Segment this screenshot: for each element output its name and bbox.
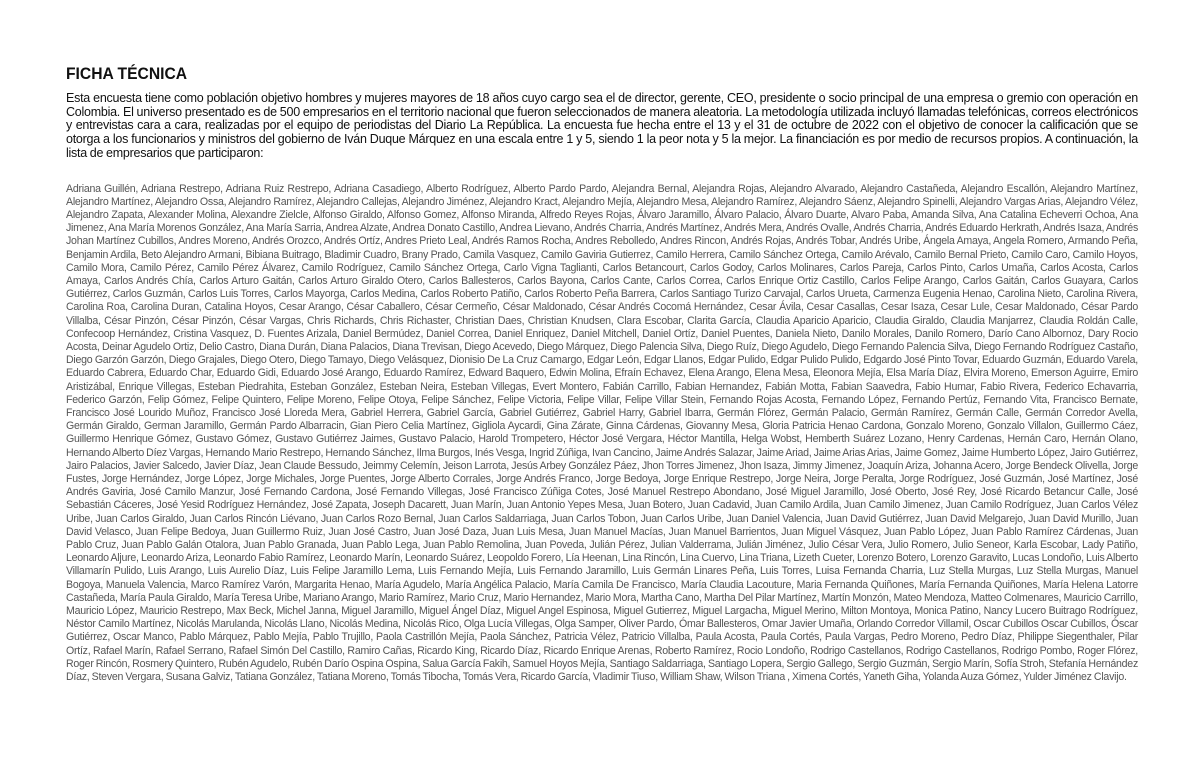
ficha-tecnica: [66, 64, 1138, 684]
methodology-paragraph: Esta encuesta tiene como población objetivo hombres y mujeres mayores de 18 años cuyo cargo sea el de director, gerente, CEO, presidente o socio principal de una empresa o gremio con operación en Colombia. El universo presentado es de 500 empresarios en el territorio nacional que fueron seleccionados de manera aleatoria. La metodología utilizada incluyó llamadas telefónicas, correos electrónicos y entrevistas cara a cara, realizadas por el equipo de periodistas del Diario La República. La encuesta fue hecha entre el 13 y el 31 de octubre de 2022 con el objetivo de conocer la calificación que se otorga a los funcionarios y ministros del gobierno de Iván Duque Márquez en una escala entre 1 y 5, siendo 1 la peor nota y 5 la mejor. La financiación es por medio de recursos propios. A continuación, la lista de empresarios que participaron:: [66, 91, 1138, 160]
participants-list: Adriana Guillén, Adriana Restrepo, Adriana Ruiz Restrepo, Adriana Casadiego, Alberto Rodríguez, Alberto Pardo Pardo, Alejandra Bernal, Alejandra Rojas, Alejandro Alvarado, Alejandro Castañeda, Alejandro Escallón, Alejandro Martínez, Alejandro Martínez, Alejandro Ossa, Alejandro Ramírez, Alejandro Callejas, Alejandro Jiménez, Alejandro Kract, Alejandro Mejía, Alejandro Mesa, Alejandro Ramírez, Alejandro Sáenz, Alejandro Spinelli, Alejandro Vargas Arias, Alejandro Vélez, Alejandro Zapata, Alexander Molina, Alexandre Zielcle, Alfonso Giraldo, Alfonso Gomez, Alfonso Miranda, Alfredo Reyes Rojas, Álvaro Jaramillo, Álvaro Palacio, Álvaro Duarte, Alvaro Paba, Amanda Silva, Ana Catalina Echeverri Ochoa, Ana Jimenez, Ana María Morenos González, Ana María Sarria, Andrea Alzate, Andrea Donato Castillo, Andrea Lievano, Andrés Charria, Andrés Martínez, Andrés Mera, Andrés Ovalle, Andrés Charria, Andrés Eduardo Herkrath, Andrés Isaza, Andrés Johan Martínez Cubillos, Andres Moreno, Andrés Orozco, Andrés Ortíz, Andres Prieto Leal, Andrés Ramos Rocha, Andres Rebolledo, Andres Rincon, Andrés Rojas, Andrés Tobar, Andrés Uribe, Ángela Amaya, Angela Romero, Armando Peña, Benjamin Ardila, Beto Alejandro Armani, Bibiana Buitrago, Bladimir Cuadro, Brany Prado, Camila Vasquez, Camilo Gaviria Gutierrez, Camilo Herrera, Camilo Sánchez Ortega, Camilo Arévalo, Camilo Bernal Prieto, Camilo Caro, Camilo Hoyos, Camilo Mora, Camilo Pérez, Camilo Pérez Álvarez, Camilo Rodríguez, Camilo Sánchez Ortega, Carlo Vigna Taglianti, Carlos Betancourt, Carlos Godoy, Carlos Molinares, Carlos Pareja, Carlos Pinto, Carlos Umaña, Carlos Acosta, Carlos Amaya, Carlos Andrés Chía, Carlos Arturo Gaitán, Carlos Arturo Giraldo Otero, Carlos Ballesteros, Carlos Bayona, Carlos Cante, Carlos Correa, Carlos Enrique Ortiz Castillo, Carlos Felipe Arango, Carlos Gaitán, Carlos Guayara, Carlos Gutiérrez, Carlos Guzmán, Carlos Luis Torres, Carlos Mayorga, Carlos Medina, Carlos Roberto Patiño, Carlos Roberto Peña Barrera, Carlos Santiago Turizo Carvajal, Carlos Urueta, Carmenza Eugenia Henao, Carolina Nieto, Carolina Rivera, Carolina Roa, Carolina Duran, Catalina Hoyos, Cesar Arango, César Caballero, César Cermeño, César Maldonado, César Andrés Cocomá Hernández, Cesar Ávila, Cesar Casallas, Cesar Isaza, Cesar Lule, Cesar Maldonado, César Pardo Villalba, César Pinzón, César Pinzón, César Vargas, Chris Richards, Chris Richaster, Christian Daes, Christian Knudsen, Clara Escobar, Clarita García, Claudia Aparicio Aparicio, Claudia Giraldo, Claudia Manjarrez, Claudia Roldán Calle, Confecoop Hernández, Cristina Vasquez, D. Fuentes Arizala, Daniel Bermúdez, Daniel Correa, Daniel Enriquez, Daniel Mitchell, Daniel Ortíz, Daniel Puentes, Daniela Nieto, Danilo Morales, Danilo Romero, Darío Cano Albornoz, Dary Rocio Acosta, Deinar Agudelo Ortiz, Delio Castro, Diana Durán, Diana Palacios, Diana Trevisan, Diego Acevedo, Diego Márquez, Diego Palencia Silva, Diego Ruíz, Diego Agudelo, Diego Fernando Palencia Silva, Diego Fernando Rodríguez Castaño, Diego Garzón Garzón, Diego Grajales, Diego Otero, Diego Tamayo, Diego Velásquez, Dionisio De La Cruz Camargo, Edgar León, Edgar Llanos, Edgar Pulido, Edgar Pulido Pulido, Edgardo José Pinto Tovar, Eduardo Guzmán, Eduardo Varela, Eduardo Cabrera, Eduardo Char, Eduardo Gidi, Eduardo José Arango, Eduardo Ramírez, Edward Baquero, Edwin Molina, Efraín Echavez, Elena Arango, Elena Mesa, Eleonora Mejía, Elsa María Díaz, Elvira Moreno, Emerson Aguirre, Emiro Aristizábal, Enrique Villegas, Esteban Piedrahita, Esteban González, Esteban Neira, Esteban Villegas, Evert Montero, Fabián Carrillo, Fabian Hernandez, Fabián Motta, Fabian Saavedra, Fabio Humar, Fabio Rivera, Federico Echavarria, Federico Garzón, Felip Gómez, Felipe Quintero, Felipe Moreno, Felipe Otoya, Felipe Sánchez, Felipe Victoria, Felipe Villar, Felipe Villar Stein, Fernando Rojas Acosta, Fernando López, Fernando Pertúz, Fernando Vita, Francisco Bernate, Francisco José Lourido Muñoz, Francisco José Lloreda Mera, Gabriel Herrera, Gabriel García, Gabriel Gutiérrez, Gabriel Harry, Gabriel Ibarra, Germán Flórez, Germán Palacio, Germán Ramírez, Germán Calle, Germán Corredor Avella, Germán Giraldo, German Jaramillo, Germán Pardo Albarracin, Gian Piero Celia Martínez, Gigliola Aycardi, Gina Zárate, Ginna Cárdenas, Giovanny Mesa, Gloria Patricia Henao Cardona, Gonzalo Moreno, Gonzalo Villalon, Guillermo Cáez, Guillermo Henrique Gómez, Gustavo Gómez, Gustavo Gutiérrez Jaimes, Gustavo Palacio, Harold Trompetero, Héctor José Vergara, Héctor Mantilla, Helga Wobst, Hemberth Suárez Lozano, Henry Cardenas, Hernán Caro, Hernán Olano, Hernando Alberto Díez Vargas, Hernando Mario Restrepo, Hernando Sánchez, Ilma Burgos, Inés Vesga, Ingrid Zúñiga, Ivan Cancino, Jaime Andrés Salazar, Jaime Ariad, Jaime Arias Arias, Jaime Gomez, Jaime Humberto López, Jairo Gutiérrez, Jairo Palacios, Javier Salcedo, Javier Díaz, Jean Claude Bessudo, Jeimmy Celemín, Jeison Larrota, Jesús Arbey González Páez, Jhon Torres Jimenez, Jhon Isaza, Jimmy Jimenez, Joaquín Ariza, Johanna Acero, Jorge Bendeck Olivella, Jorge Fustes, Jorge Hernández, Jorge López, Jorge Michales, Jorge Puentes, Jorge Alberto Corrales, Jorge Andrés Franco, Jorge Bedoya, Jorge Enrique Restrepo, Jorge Neira, Jorge Peralta, Jorge Rodríguez, José Guzmán, José Martínez, José Andrés Gaviria, José Camilo Manzur, José Fernando Cardona, José Fernando Villegas, José Francisco Zúñiga Cotes, José Manuel Restrepo Abondano, José Miguel Jaramillo, José Oberto, José Rey, José Ricardo Betancur Calle, José Sebastián Cáceres, José Yesid Rodríguez Hernández, José Zapata, Joseph Dacarett, Juan Marín, Juan Antonio Yepes Mesa, Juan Botero, Juan Cadavid, Juan Camilo Ardila, Juan Camilo Jimenez, Juan Camilo Rodríguez, Juan Carlos Vélez Uribe, Juan Carlos Giraldo, Juan Carlos Rincón Liévano, Juan Carlos Rozo Bernal, Juan Carlos Saldarriaga, Juan Carlos Tobon, Juan Carlos Uribe, Juan Daniel Valencia, Juan David Gutiérrez, Juan David Melgarejo, Juan David Murillo, Juan David Velasco, Juan Felipe Bedoya, Juan Guillermo Ruiz, Juan José Castro, Juan José Daza, Juan Luis Mesa, Juan Manuel Macías, Juan Manuel Barrientos, Juan Miguel Vásquez, Juan Pablo López, Juan Pablo Ramírez Cárdenas, Juan Pablo Cruz, Juan Pablo Galán Otalora, Juan Pablo Granada, Juan Pablo Lega, Juan Pablo Remolina, Juan Poveda, Julián Pérez, Julian Valderrama, Julián Jiménez, Julio César Vera, Julio Romero, Julio Seneor, Karla Escobar, Lady Patiño, Leonardo Aljure, Leonardo Ariza, Leonardo Fabio Ramírez, Leonardo Marín, Leonardo Suárez, Leopoldo Forero, Lía Heenan, Lina Rincón, Lina Cuervo, Lina Triana, Lizeth Cueter, Lorenzo Botero, Lorenzo Garavito, Lucas Londoño, Luis Alberto Villamarín Pulido, Luis Arango, Luis Aurelio Díaz, Luis Felipe Jaramillo Lema, Luis Fernando Mejía, Luis Fernando Jaramillo, Luis Germán Linares Peña, Luis Torres, Luisa Fernanda Charria, Luz Stella Murgas, Luz Stella Murgas, Manuel Bogoya, Manuela Valencia, Marco Ramírez Varón, Margarita Henao, María Agudelo, María Angélica Palacio, María Camila De Francisco, María Claudia Lacouture, Maria Fernanda Quiñones, María Fernanda Quiñones, María Helena Latorre Castañeda, María Paula Giraldo, María Teresa Uribe, Mariano Arango, Mario Ramírez, Mario Cruz, Mario Hernandez, Mario Mora, Martha Cano, Martha Del Pilar Martínez, Martín Monzón, Mateo Mendoza, Matteo Colmenares, Mauricio Carrillo, Mauricio López, Mauricio Restrepo, Max Beck, Michel Janna, Miguel Jaramillo, Miguel Ángel Díaz, Miguel Angel Espinosa, Miguel Gutierrez, Miguel Largacha, Miguel Merino, Milton Montoya, Monica Patino, Nancy Lucero Buitrago Rodríguez, Néstor Camilo Martínez, Nicolás Marulanda, Nicolás Llano, Nicolás Medina, Nicolás Rico, Olga Lucía Villegas, Olga Samper, Oliver Pardo, Ómar Ballesteros, Omar Javier Umaña, Orlando Corredor Villamil, Oscar Cubillos Oscar Cubillos, Óscar Gutiérrez, Oscar Manco, Pablo Márquez, Pablo Mejía, Pablo Trujillo, Paola Castrillón Mejía, Paola Sánchez, Patricia Vélez, Patricio Villalba, Paula Acosta, Paula Cortés, Paula Vargas, Pedro Moreno, Pedro Díaz, Philippe Siegenthaler, Pilar Ortíz, Rafael Marín, Rafael Serrano, Rafael Simón Del Castillo, Ramiro Cañas, Ricardo King, Ricardo Díaz, Ricardo Enrique Arenas, Roberto Ramírez, Rocio Londoño, Rodrigo Castellanos, Rodrigo Castellanos, Rodrigo Pombo, Roger Flórez, Roger Rincón, Rosmery Quintero, Rubén Agudelo, Rubén Darío Ospina Ospina, Salua García Fakih, Samuel Hoyos Mejía, Santiago Saldarriaga, Santiago Lopera, Sergio Gallego, Sergio Guzmán, Sergio Marín, Sofía Stroh, Stefanía Hernández Díaz, Steven Vergara, Susana Galviz, Tatiana González, Tatiana Moreno, Tomás Tibocha, Tomás Vera, Ricardo García, Vladimir Tiuso, William Shaw, Wilson Triana , Ximena Cortés, Yaneth Giha, Yolanda Auza Gómez, Yulder Jiménez Clavijo.: [66, 182, 1138, 684]
page-title: FICHA TÉCNICA: [66, 64, 188, 83]
